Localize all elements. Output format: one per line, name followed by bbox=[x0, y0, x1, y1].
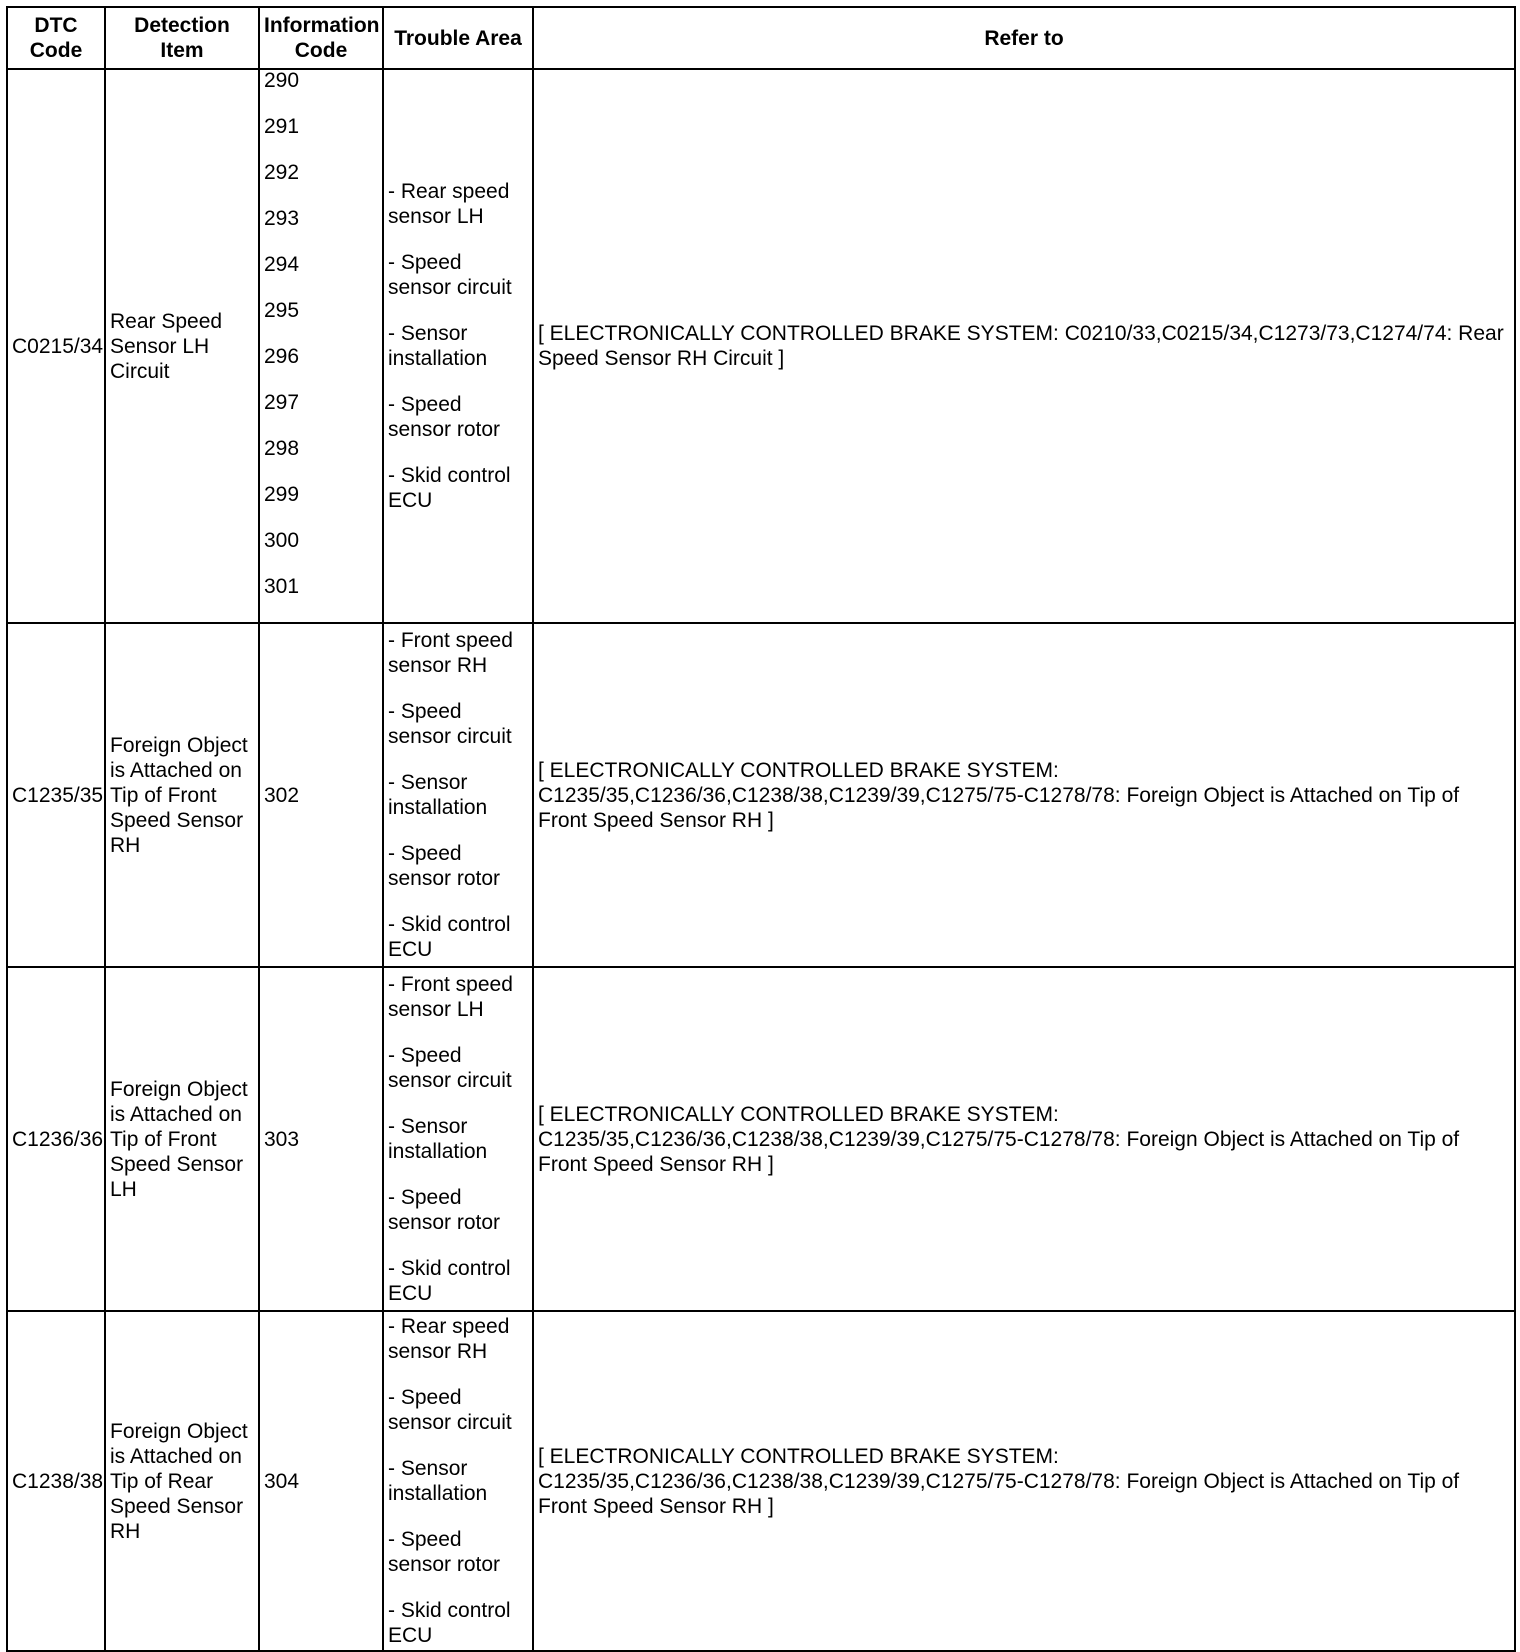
header-information-code: Information Code bbox=[259, 7, 383, 69]
trouble-area-item: - Speed sensor rotor bbox=[388, 393, 501, 441]
trouble-area-cell bbox=[383, 623, 533, 967]
header-dtc-code: DTC Code bbox=[7, 7, 105, 69]
trouble-area-cell bbox=[383, 967, 533, 1311]
information-code: 294 bbox=[264, 253, 300, 276]
table-header-row bbox=[7, 7, 1515, 69]
trouble-area-cell bbox=[383, 1311, 533, 1651]
trouble-area-item: - Sensor installation bbox=[388, 771, 488, 819]
dtc-code-cell: C1236/36 bbox=[7, 967, 105, 1311]
trouble-area-item: - Front speed sensor LH bbox=[388, 973, 513, 1021]
trouble-area-item: - Speed sensor rotor bbox=[388, 842, 501, 890]
trouble-area-item: - Front speed sensor RH bbox=[388, 629, 513, 677]
header-detection-item: Detection Item bbox=[105, 7, 259, 69]
trouble-area-item: - Rear speed sensor LH bbox=[388, 180, 510, 228]
trouble-area-item: - Speed sensor circuit bbox=[388, 1044, 512, 1092]
header-refer-to: Refer to bbox=[533, 7, 1515, 69]
table-row bbox=[7, 967, 1515, 1311]
trouble-area-item: - Speed sensor circuit bbox=[388, 700, 512, 748]
dtc-code-cell: C0215/34 bbox=[7, 69, 105, 623]
table-row bbox=[7, 1311, 1515, 1651]
trouble-area-item: - Sensor installation bbox=[388, 1457, 488, 1505]
information-code: 293 bbox=[264, 207, 300, 230]
trouble-area-item: - Speed sensor rotor bbox=[388, 1528, 501, 1576]
detection-item-cell: Foreign Object is Attached on Tip of Rear Speed Sensor RH bbox=[105, 1311, 259, 1651]
table-row bbox=[7, 69, 1515, 623]
information-code: 299 bbox=[264, 483, 300, 506]
information-code-cell bbox=[259, 69, 383, 623]
information-code: 296 bbox=[264, 345, 300, 368]
information-code: 292 bbox=[264, 161, 300, 184]
information-code: 297 bbox=[264, 391, 300, 414]
trouble-area-cell bbox=[383, 69, 533, 623]
refer-to-cell: [ ELECTRONICALLY CONTROLLED BRAKE SYSTEM: C1235/35,C1236/36,C1238/38,C1239/39,C1275/75-C1278/78: Foreign Object is Attached on Tip of Front Speed Sensor RH ] bbox=[533, 1311, 1515, 1651]
trouble-area-item: - Sensor installation bbox=[388, 1115, 488, 1163]
detection-item-cell: Foreign Object is Attached on Tip of Front Speed Sensor RH bbox=[105, 623, 259, 967]
refer-to-cell: [ ELECTRONICALLY CONTROLLED BRAKE SYSTEM: C1235/35,C1236/36,C1238/38,C1239/39,C1275/75-C1278/78: Foreign Object is Attached on Tip of Front Speed Sensor RH ] bbox=[533, 623, 1515, 967]
information-code: 295 bbox=[264, 299, 300, 322]
information-code: 298 bbox=[264, 437, 300, 460]
information-code-cell: 304 bbox=[259, 1311, 383, 1651]
information-code: 290 bbox=[264, 69, 300, 92]
trouble-area-item: - Sensor installation bbox=[388, 322, 488, 370]
trouble-area-item: - Skid control ECU bbox=[388, 1257, 511, 1305]
detection-item-cell: Rear Speed Sensor LH Circuit bbox=[105, 69, 259, 623]
table-row bbox=[7, 623, 1515, 967]
dtc-table bbox=[6, 6, 1516, 1652]
information-code-cell: 302 bbox=[259, 623, 383, 967]
dtc-code-cell: C1235/35 bbox=[7, 623, 105, 967]
dtc-code-cell: C1238/38 bbox=[7, 1311, 105, 1651]
information-code: 291 bbox=[264, 115, 300, 138]
refer-to-cell: [ ELECTRONICALLY CONTROLLED BRAKE SYSTEM: C0210/33,C0215/34,C1273/73,C1274/74: Rear Speed Sensor RH Circuit ] bbox=[533, 69, 1515, 623]
trouble-area-item: - Speed sensor circuit bbox=[388, 1386, 512, 1434]
trouble-area-item: - Speed sensor circuit bbox=[388, 251, 512, 299]
header-trouble-area: Trouble Area bbox=[383, 7, 533, 69]
refer-to-cell: [ ELECTRONICALLY CONTROLLED BRAKE SYSTEM: C1235/35,C1236/36,C1238/38,C1239/39,C1275/75-C1278/78: Foreign Object is Attached on Tip of Front Speed Sensor RH ] bbox=[533, 967, 1515, 1311]
trouble-area-item: - Rear speed sensor RH bbox=[388, 1315, 510, 1363]
trouble-area-item: - Skid control ECU bbox=[388, 1599, 511, 1647]
detection-item-cell: Foreign Object is Attached on Tip of Front Speed Sensor LH bbox=[105, 967, 259, 1311]
information-code-cell: 303 bbox=[259, 967, 383, 1311]
trouble-area-item: - Speed sensor rotor bbox=[388, 1186, 501, 1234]
trouble-area-item: - Skid control ECU bbox=[388, 464, 511, 512]
information-code: 300 bbox=[264, 529, 300, 552]
trouble-area-item: - Skid control ECU bbox=[388, 913, 511, 961]
information-code: 301 bbox=[264, 575, 300, 598]
